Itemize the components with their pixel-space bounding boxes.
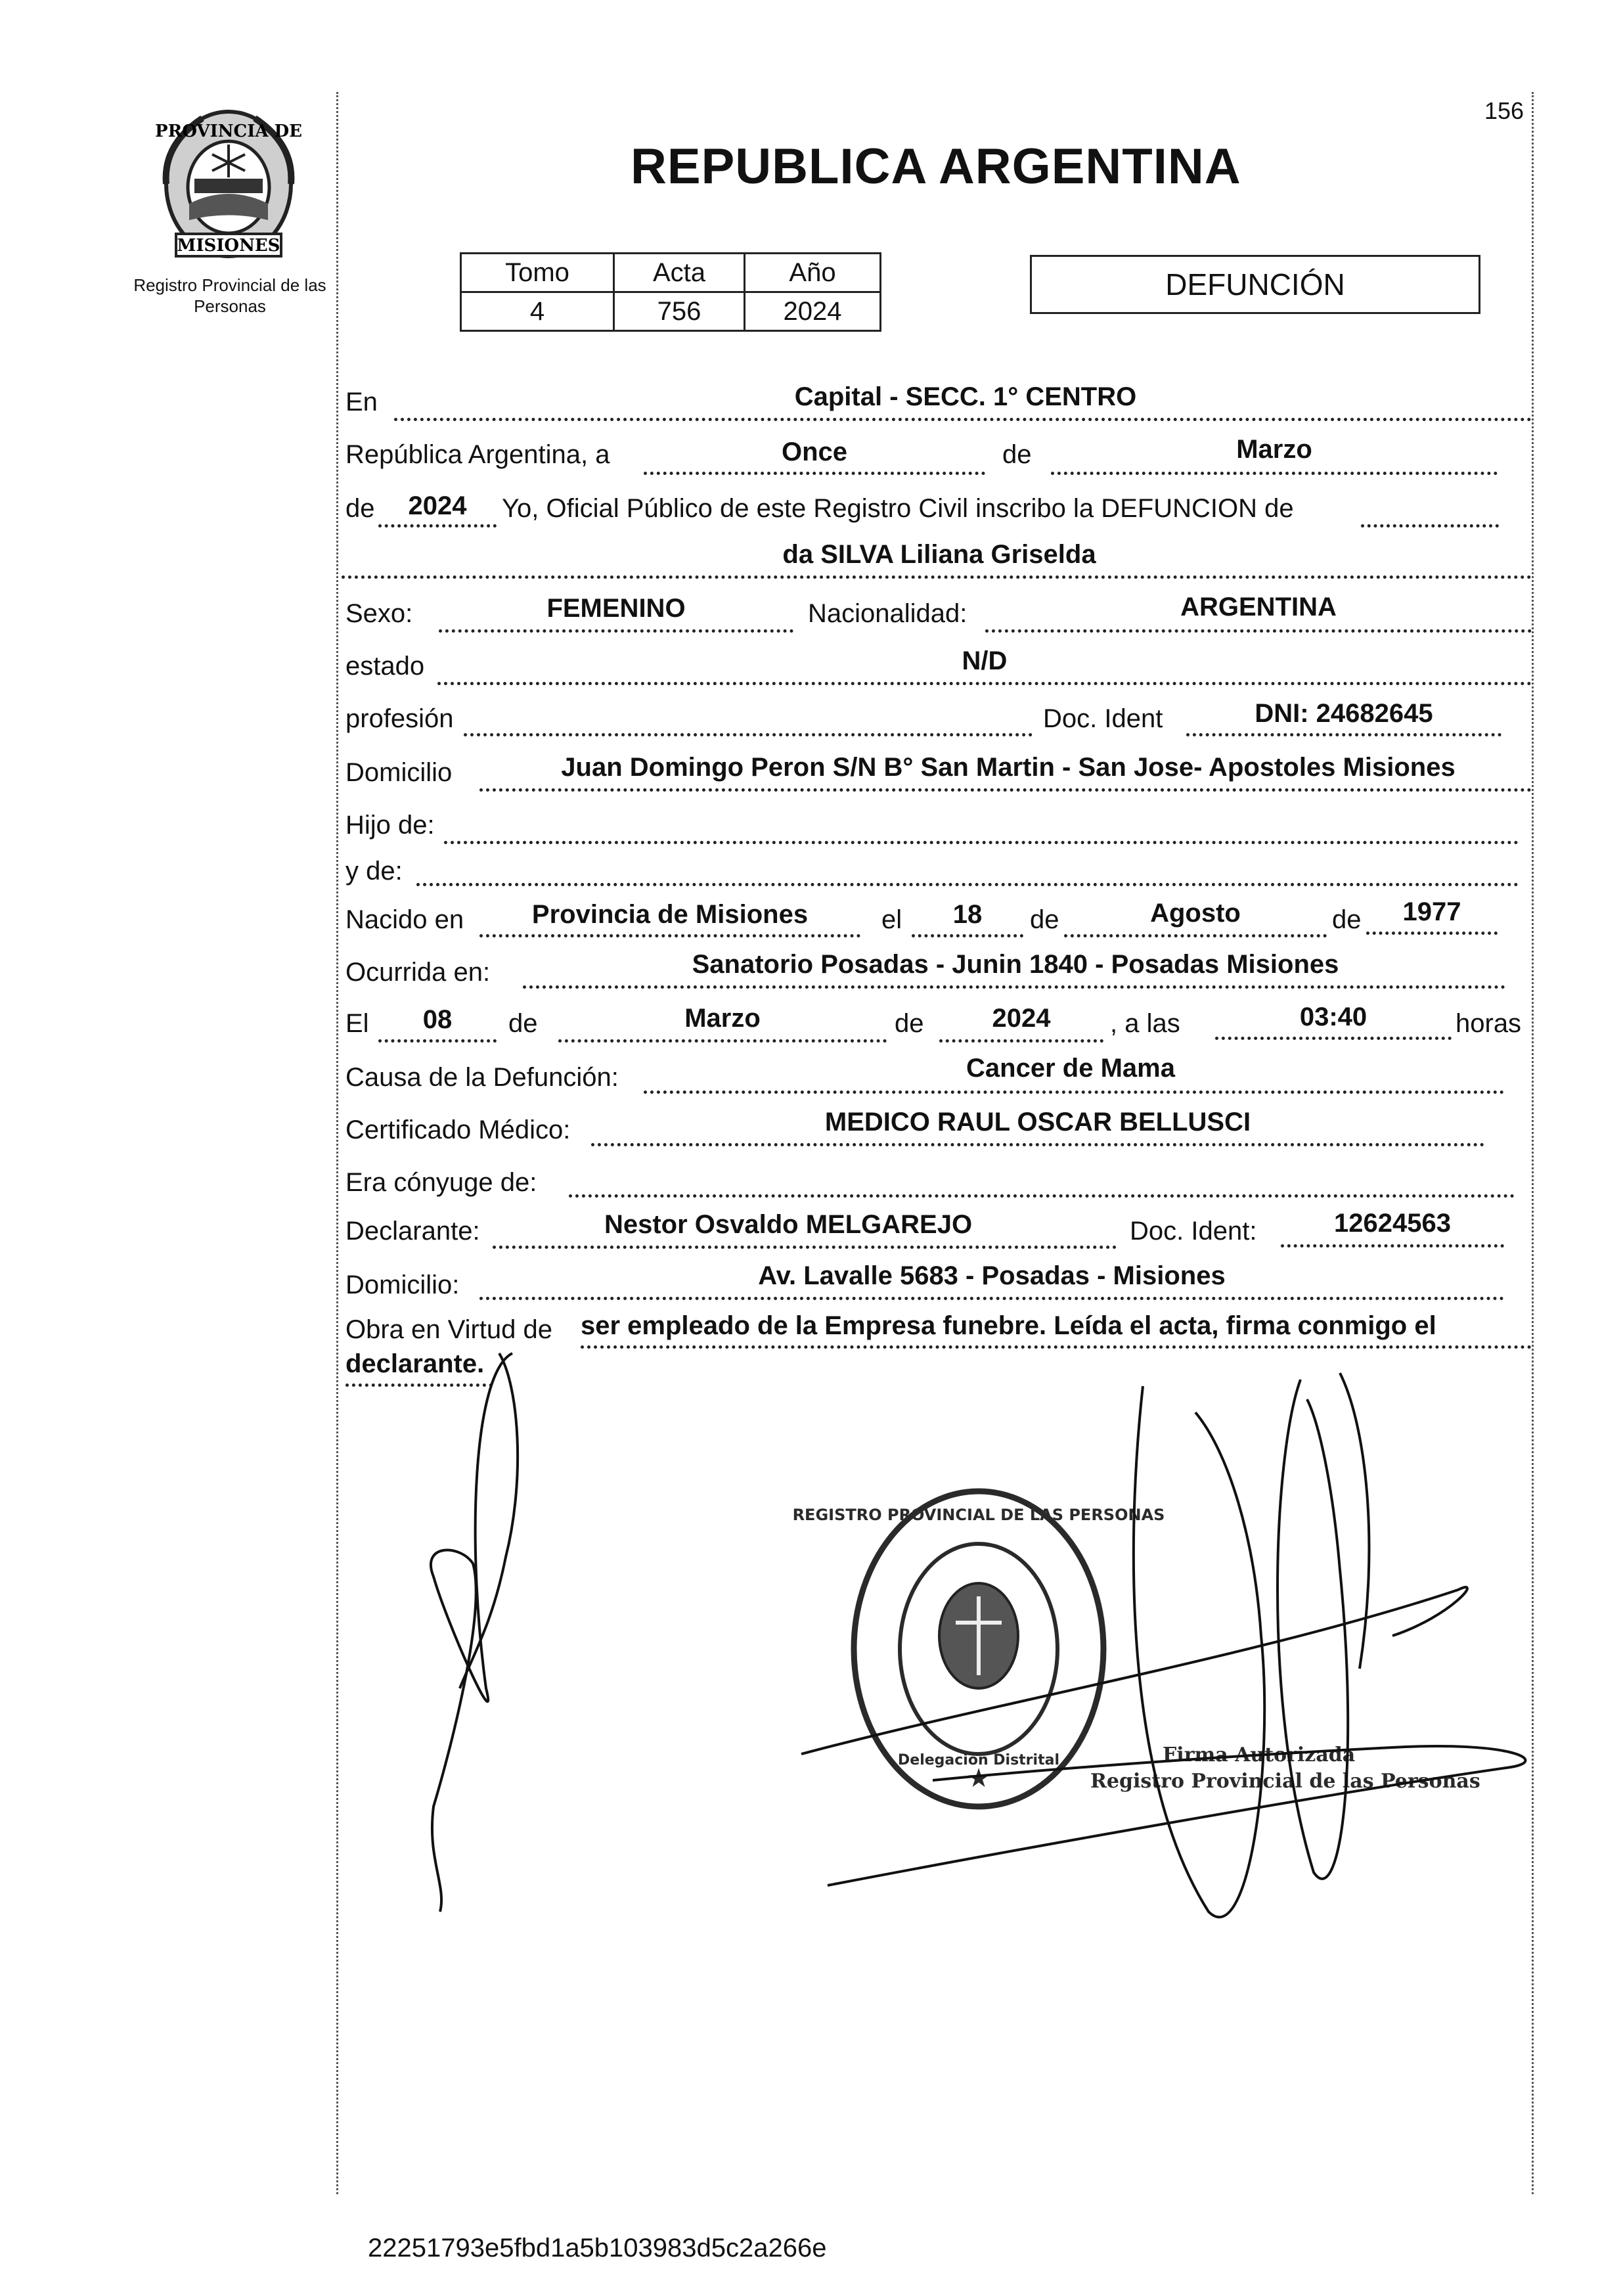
domicilio-label: Domicilio — [345, 758, 453, 787]
death-time: 03:40 — [1299, 1002, 1367, 1031]
domicilio-dots — [479, 788, 1532, 792]
de-label: de — [1002, 440, 1032, 469]
yde-dots — [416, 883, 1519, 886]
en-dots — [394, 418, 1532, 421]
doc-ident-value: DNI: 24682645 — [1255, 699, 1433, 728]
republica-label: República Argentina, a — [345, 440, 610, 469]
el-label: el — [881, 905, 902, 934]
domicilio2-label: Domicilio: — [345, 1271, 460, 1299]
domicilio-value: Juan Domingo Peron S/N B° San Martin - San Jose- Apostoles Misiones — [561, 753, 1456, 782]
page-title: REPUBLICA ARGENTINA — [631, 139, 1241, 194]
obra-value-continued: declarante. — [345, 1349, 485, 1378]
month-value: Marzo — [1236, 435, 1312, 464]
stamp-registro-text: Registro Provincial de las Personas — [1090, 1770, 1480, 1793]
sexo-label: Sexo: — [345, 599, 413, 628]
nacido-dots — [479, 934, 860, 937]
estado-value: N/D — [962, 646, 1008, 675]
hijo-dots — [444, 841, 1519, 844]
acta-header: Acta — [614, 254, 745, 292]
death-month: Marzo — [684, 1004, 761, 1033]
death-month-dots — [558, 1039, 887, 1043]
hijo-label: Hijo de: — [345, 811, 435, 840]
birth-month-dots — [1064, 934, 1327, 937]
doc-ident2-dots — [1281, 1244, 1504, 1248]
estado-label: estado — [345, 652, 425, 681]
ocurrida-dots — [523, 985, 1505, 989]
de4-label: de — [1332, 905, 1362, 934]
left-margin-line — [336, 92, 338, 2194]
anio-header: Año — [745, 254, 881, 292]
declarante-label: Declarante: — [345, 1217, 480, 1246]
ocurrida-label: Ocurrida en: — [345, 958, 491, 987]
declarante-dots — [493, 1246, 1117, 1249]
causa-value: Cancer de Mama — [966, 1054, 1175, 1083]
oficial-text: Yo, Oficial Público de este Registro Civil inscribo la DEFUNCION de — [502, 494, 1294, 523]
birth-year-dots — [1366, 932, 1498, 935]
yde-label: y de: — [345, 857, 403, 886]
nacionalidad-value: ARGENTINA — [1180, 593, 1337, 621]
oficial-dots — [1361, 524, 1499, 528]
conyuge-dots — [569, 1194, 1515, 1198]
certificado-label: Certificado Médico: — [345, 1115, 571, 1144]
death-day-dots — [378, 1039, 497, 1043]
anio-value: 2024 — [745, 292, 881, 331]
estado-dots — [437, 682, 1532, 685]
record-table — [460, 252, 881, 332]
day-value: Once — [781, 438, 848, 466]
birth-month: Agosto — [1150, 899, 1241, 928]
seal-top-label: PROVINCIA DE — [155, 122, 302, 141]
horas-label: horas — [1456, 1009, 1522, 1038]
death-year: 2024 — [992, 1004, 1051, 1033]
stamp-firma-text: Firma Autorizada — [1163, 1744, 1356, 1767]
sexo-value: FEMENINO — [546, 594, 686, 623]
doc-ident-dots — [1186, 733, 1501, 736]
deceased-name: da SILVA Liliana Griselda — [782, 540, 1096, 569]
certificado-value: MEDICO RAUL OSCAR BELLUSCI — [824, 1108, 1251, 1137]
causa-label: Causa de la Defunción: — [345, 1063, 619, 1092]
month-dots — [1051, 472, 1498, 475]
registry-name: Registro Provincial de las Personas — [133, 275, 326, 316]
page-number: 156 — [1484, 97, 1524, 124]
ocurrida-value: Sanatorio Posadas - Junin 1840 - Posadas Misiones — [692, 950, 1339, 979]
doc-ident2-value: 12624563 — [1334, 1209, 1451, 1238]
nacionalidad-dots — [985, 629, 1532, 633]
causa-dots — [644, 1091, 1504, 1094]
year-dots — [378, 524, 497, 528]
stamp-ring-text: REGISTRO PROVINCIAL DE LAS PERSONAS — [792, 1506, 1165, 1524]
tomo-header: Tomo — [461, 254, 614, 292]
birth-year: 1977 — [1402, 897, 1461, 926]
de2-label: de — [345, 494, 375, 523]
doc-ident-label: Doc. Ident — [1043, 704, 1163, 733]
nacionalidad-label: Nacionalidad: — [808, 599, 967, 628]
year-value: 2024 — [408, 491, 467, 520]
birth-day-dots — [912, 934, 1023, 937]
declarant-signature — [420, 1347, 578, 1925]
birth-day: 18 — [952, 900, 983, 929]
obra-dots — [581, 1345, 1532, 1349]
de6-label: de — [895, 1009, 924, 1038]
document-hash: 22251793e5fbd1a5b103983d5c2a266e — [368, 2234, 827, 2262]
declarante-value: Nestor Osvaldo MELGAREJO — [604, 1210, 973, 1239]
death-time-dots — [1215, 1037, 1452, 1040]
name-dots — [342, 575, 1532, 579]
obra-label: Obra en Virtud de — [345, 1315, 553, 1344]
nacido-label: Nacido en — [345, 905, 464, 934]
document-type-box: DEFUNCIÓN — [1030, 255, 1480, 314]
conyuge-label: Era cónyuge de: — [345, 1168, 537, 1197]
de5-label: de — [508, 1009, 538, 1038]
tomo-value: 4 — [461, 292, 614, 331]
sexo-dots — [439, 629, 793, 633]
domicilio2-dots — [479, 1297, 1504, 1300]
death-year-dots — [939, 1039, 1103, 1043]
misiones-coat-of-arms-icon — [150, 105, 307, 263]
obra-value: ser empleado de la Empresa funebre. Leída el acta, firma conmigo el — [581, 1311, 1436, 1340]
doc-ident2-label: Doc. Ident: — [1130, 1217, 1257, 1246]
seal-bottom-label: MISIONES — [177, 236, 280, 256]
en-value: Capital - SECC. 1° CENTRO — [794, 382, 1137, 411]
el2-label: El — [345, 1009, 369, 1038]
profesion-label: profesión — [345, 704, 454, 733]
certificado-dots — [591, 1143, 1484, 1146]
profesion-dots — [464, 733, 1033, 736]
official-signature — [801, 1373, 1550, 1931]
stamp-inner-text: Delegación Distrital — [898, 1752, 1059, 1768]
alas-label: , a las — [1110, 1009, 1180, 1038]
day-dots — [644, 472, 985, 475]
en-label: En — [345, 388, 378, 416]
death-day: 08 — [422, 1005, 453, 1034]
domicilio2-value: Av. Lavalle 5683 - Posadas - Misiones — [758, 1261, 1226, 1290]
nacido-value: Provincia de Misiones — [531, 900, 809, 929]
de3-label: de — [1030, 905, 1059, 934]
svg-text:★: ★ — [967, 1764, 990, 1793]
acta-value: 756 — [614, 292, 745, 331]
